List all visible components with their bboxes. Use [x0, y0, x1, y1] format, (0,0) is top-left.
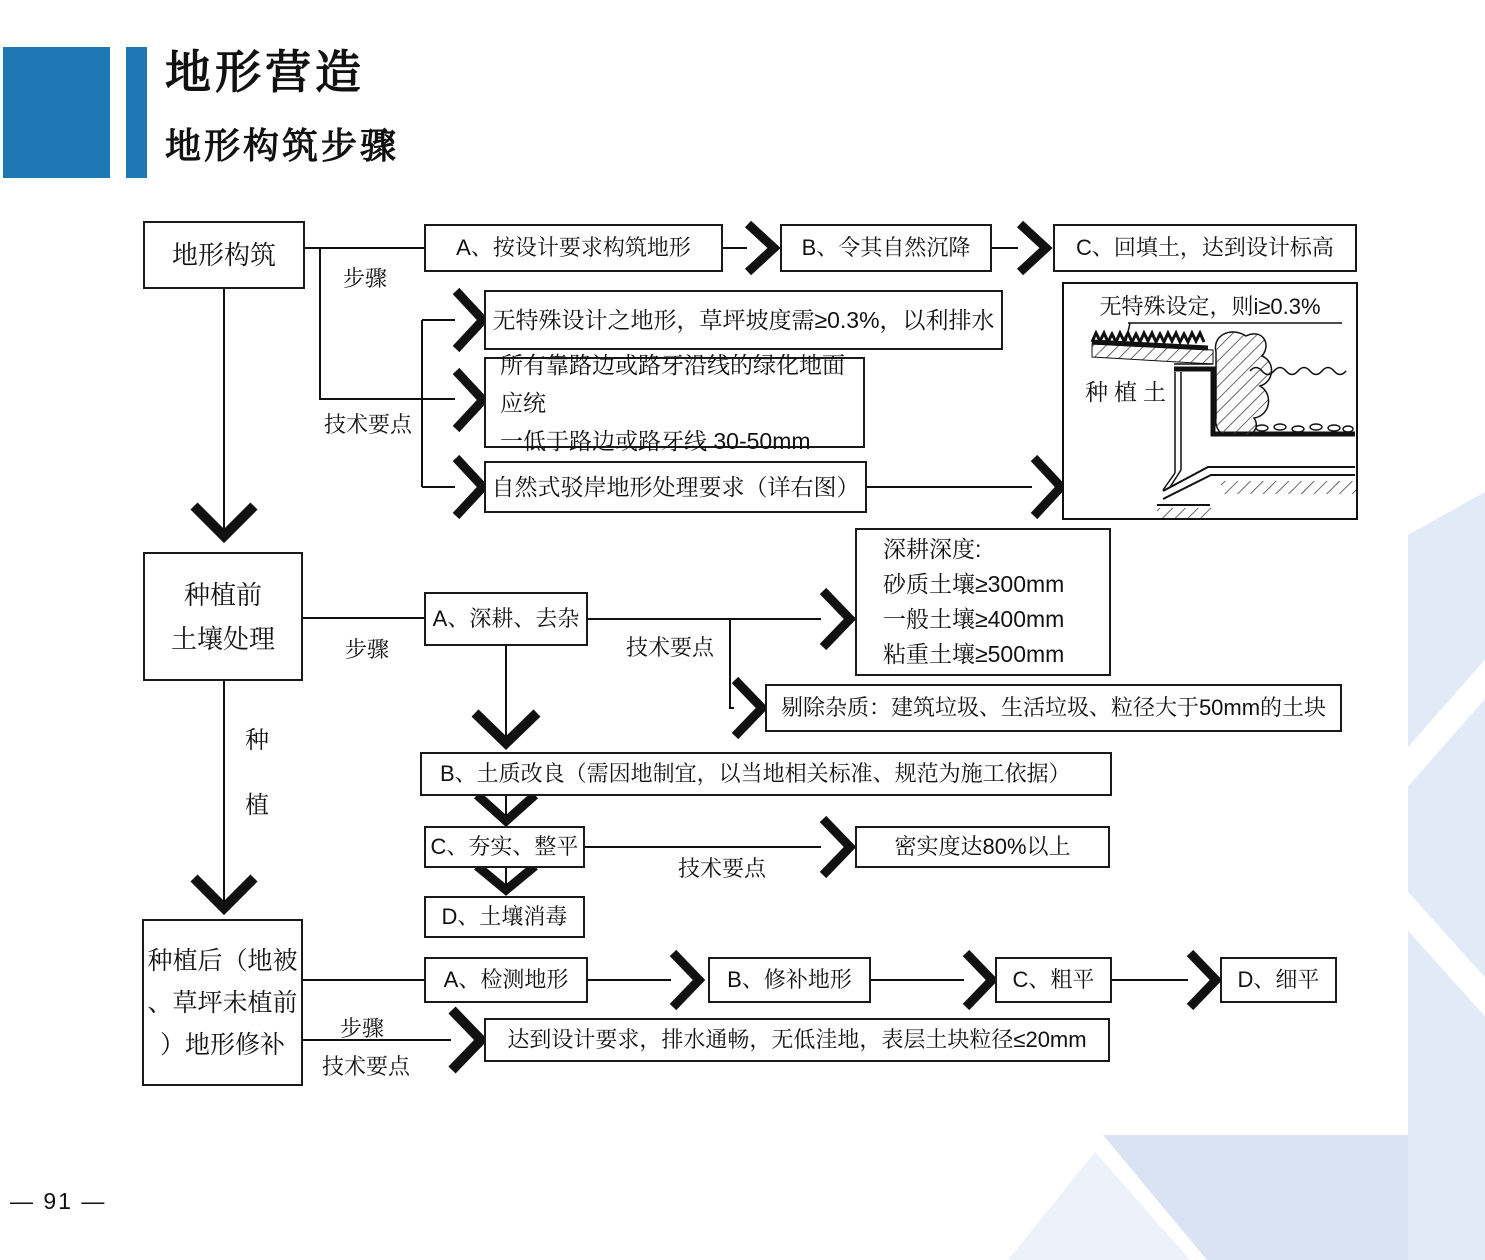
deep-till-line1: 深耕深度:	[883, 536, 982, 562]
step-d3-box: D、细平	[1220, 957, 1337, 1003]
deep-till-line3: 一般土壤≥400mm	[883, 606, 1065, 632]
deep-till-line2: 砂质土壤≥300mm	[883, 571, 1065, 597]
stage3-line2: 、草坪未植前	[147, 988, 298, 1017]
stage3-line3: ）地形修补	[159, 1030, 285, 1059]
tech1-curb-line1: 所有靠路边或路牙沿线的绿化地面应统	[500, 351, 845, 416]
accent-square	[3, 47, 110, 178]
stage1-box: 地形构筑	[143, 221, 305, 289]
stage3-box	[142, 919, 303, 1086]
tech-label-1: 技术要点	[324, 412, 413, 437]
final-requirement-box: 达到设计要求，排水通畅，无低洼地，表层土块粒径≤20mm	[484, 1018, 1110, 1062]
stage3-line1: 种植后（地被	[147, 946, 298, 975]
tech-label-4: 技术要点	[322, 1054, 411, 1079]
page-number: — 91 —	[10, 1188, 107, 1214]
tech1-bank-box: 自然式驳岸地形处理要求（详右图）	[484, 461, 867, 513]
step-b2-box: B、土质改良（需因地制宜，以当地相关标准、规范为施工依据）	[420, 752, 1112, 796]
step-c3-box: C、粗平	[995, 957, 1112, 1003]
planting-char1: 种	[245, 727, 269, 754]
planting-vertical-label	[245, 720, 269, 820]
step-a3-box: A、检测地形	[424, 957, 588, 1003]
tech1-slope-box: 无特殊设计之地形，草坪坡度需≥0.3%，以利排水	[484, 290, 1003, 350]
steps-label-3: 步骤	[340, 1016, 385, 1041]
step-a1-box: A、按设计要求构筑地形	[424, 224, 723, 272]
deep-till-box	[855, 528, 1111, 676]
planting-soil-label: 种植土	[1085, 379, 1172, 405]
step-b1-box: B、令其自然沉降	[780, 224, 992, 272]
remove-debris-box: 剔除杂质：建筑垃圾、生活垃圾、粒径大于50mm的土块	[765, 684, 1342, 732]
planting-char2: 植	[245, 792, 269, 819]
step-c2-box: C、夯实、整平	[424, 826, 585, 868]
deep-till-line4: 粘重土壤≥500mm	[883, 641, 1065, 667]
density-box: 密实度达80%以上	[855, 826, 1110, 868]
steps-label-1: 步骤	[343, 266, 388, 291]
tech-label-2: 技术要点	[626, 635, 715, 660]
step-c1-box: C、回填土，达到设计标高	[1053, 224, 1357, 272]
accent-bar	[126, 47, 147, 178]
page-title: 地形营造	[165, 46, 365, 98]
steps-label-2: 步骤	[345, 637, 390, 662]
tech1-curb-box	[484, 351, 865, 454]
stage2-line1: 种植前	[183, 579, 262, 610]
step-a2-box: A、深耕、去杂	[424, 592, 588, 646]
stage2-line2: 土壤处理	[170, 623, 275, 654]
step-b3-box: B、修补地形	[708, 957, 871, 1003]
stage2-box	[143, 552, 303, 681]
step-d2-box: D、土壤消毒	[424, 896, 585, 938]
tech1-curb-line2: 一低于路边或路牙线 30-50mm	[500, 427, 811, 454]
tech-label-3: 技术要点	[678, 856, 767, 881]
page-subtitle: 地形构筑步骤	[165, 125, 400, 166]
illustration-note: 无特殊设定，则i≥0.3%	[1099, 294, 1321, 319]
